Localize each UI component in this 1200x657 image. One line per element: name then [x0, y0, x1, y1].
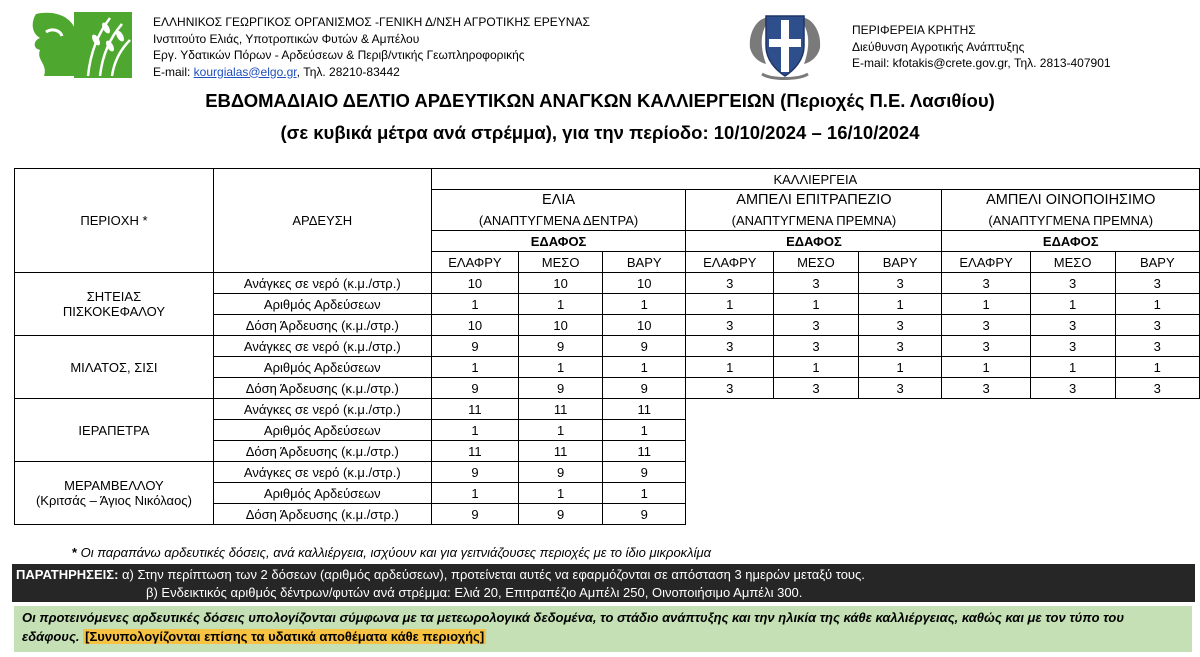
- value-cell: 9: [603, 462, 686, 483]
- soil-header: ΕΔΑΦΟΣ: [431, 231, 686, 252]
- value-cell: 1: [686, 357, 774, 378]
- value-cell: 3: [1030, 315, 1115, 336]
- value-cell: 9: [431, 504, 518, 525]
- value-cell: 3: [686, 336, 774, 357]
- soil-heavy: ΒΑΡΥ: [1115, 252, 1199, 273]
- value-cell: 3: [858, 336, 942, 357]
- remarks-box: [12, 564, 1195, 602]
- irrigation-metric-label: Δόση Άρδευσης (κ.μ./στρ.): [213, 441, 431, 462]
- value-cell: 3: [774, 273, 858, 294]
- value-cell: 10: [603, 273, 686, 294]
- empty-cell: [774, 399, 858, 420]
- value-cell: 3: [686, 273, 774, 294]
- empty-cell: [942, 483, 1030, 504]
- region-subname: (Κριτσάς – Άγιος Νικόλαος): [35, 493, 192, 508]
- soil-medium: ΜΕΣΟ: [774, 252, 858, 273]
- value-cell: 3: [1115, 273, 1199, 294]
- soil-header: ΕΔΑΦΟΣ: [942, 231, 1200, 252]
- region-info: [852, 22, 1111, 72]
- value-cell: 3: [858, 273, 942, 294]
- empty-cell: [942, 399, 1030, 420]
- value-cell: 1: [686, 294, 774, 315]
- value-cell: 9: [603, 336, 686, 357]
- value-cell: 1: [1030, 294, 1115, 315]
- empty-cell: [942, 441, 1030, 462]
- value-cell: 3: [1115, 336, 1199, 357]
- empty-cell: [686, 483, 774, 504]
- empty-cell: [686, 504, 774, 525]
- value-cell: 9: [519, 462, 603, 483]
- irrigation-metric-label: Αριθμός Αρδεύσεων: [213, 357, 431, 378]
- table-row: [15, 462, 1200, 483]
- methodology-note: [14, 606, 1192, 652]
- value-cell: 1: [519, 294, 603, 315]
- value-cell: 9: [519, 378, 603, 399]
- value-cell: 3: [1030, 378, 1115, 399]
- empty-cell: [686, 441, 774, 462]
- region-contact: E-mail: kfotakis@crete.gov.gr, Τηλ. 2813-407901: [852, 56, 1111, 70]
- directorate-name: Διεύθυνση Αγροτικής Ανάπτυξης: [852, 39, 1025, 54]
- phone: , Τηλ. 28210-83442: [296, 64, 400, 79]
- crop-wine-grape-sub: (ΑΝΑΠΤΥΓΜΕΝΑ ΠΡΕΜΝΑ): [942, 210, 1200, 231]
- remark-a: α) Στην περίπτωση των 2 δόσεων (αριθμός αρδεύσεων), προτείνεται αυτές να εφαρμόζονται σε απόσταση 3 ημερών μεταξύ τους.: [118, 567, 865, 582]
- empty-cell: [942, 462, 1030, 483]
- remark-b: β) Ενδεικτικός αριθμός δέντρων/φυτών ανά στρέμμα: Ελιά 20, Επιτραπέζιο Αμπέλι 250, Οινοποιήσιμο Αμπέλι 300.: [146, 585, 803, 600]
- soil-header: ΕΔΑΦΟΣ: [686, 231, 942, 252]
- value-cell: 1: [942, 294, 1030, 315]
- value-cell: 1: [519, 357, 603, 378]
- table-row: [15, 336, 1200, 357]
- institute-info: [153, 14, 590, 80]
- value-cell: 3: [858, 315, 942, 336]
- value-cell: 1: [942, 357, 1030, 378]
- value-cell: 11: [519, 441, 603, 462]
- crop-wine-grape: ΑΜΠΕΛΙ ΟΙΝΟΠΟΙΗΣΙΜΟ: [942, 190, 1200, 211]
- region-rows: [15, 273, 1200, 525]
- crop-olive-sub: (ΑΝΑΠΤΥΓΜΕΝΑ ΔΕΝΤΡΑ): [431, 210, 686, 231]
- value-cell: 3: [1115, 378, 1199, 399]
- methodology-text: Οι προτεινόμενες αρδευτικές δόσεις υπολογίζονται σύμφωνα με τα μετεωρολογικά δεδομένα, το στάδιο ανάπτυξης και την ηλικία της κάθε καλλιέργειας, καθώς και με τον τύπο του εδάφους.: [22, 610, 1125, 644]
- irrigation-metric-label: Αριθμός Αρδεύσεων: [213, 483, 431, 504]
- empty-cell: [686, 399, 774, 420]
- empty-cell: [1115, 441, 1199, 462]
- remarks-label: ΠΑΡΑΤΗΡΗΣΕΙΣ:: [16, 567, 119, 582]
- email-link[interactable]: kourgialas@elgo.gr: [193, 64, 297, 79]
- empty-cell: [1115, 399, 1199, 420]
- region-name: ΠΕΡΙΦΕΡΕΙΑ ΚΡΗΤΗΣ: [852, 23, 976, 37]
- region-name: ΣΗΤΕΙΑΣ: [86, 289, 142, 304]
- empty-cell: [774, 483, 858, 504]
- value-cell: 3: [774, 315, 858, 336]
- soil-medium: ΜΕΣΟ: [1030, 252, 1115, 273]
- value-cell: 9: [431, 378, 518, 399]
- greek-coat-of-arms-seal: [742, 8, 828, 82]
- empty-cell: [686, 462, 774, 483]
- lab-name: Εργ. Υδατικών Πόρων - Αρδεύσεων & Περιβ/ντικής Γεωπληροφορικής: [153, 48, 525, 62]
- value-cell: 9: [519, 336, 603, 357]
- irrigation-table: [14, 168, 1200, 525]
- elgo-logo: [26, 10, 134, 80]
- crop-table-grape: ΑΜΠΕΛΙ ΕΠΙΤΡΑΠΕΖΙΟ: [686, 190, 942, 211]
- email-label: E-mail:: [153, 64, 194, 79]
- value-cell: 1: [858, 294, 942, 315]
- value-cell: 3: [942, 273, 1030, 294]
- footnote: [72, 545, 711, 560]
- irrigation-metric-label: Ανάγκες σε νερό (κ.μ./στρ.): [213, 336, 431, 357]
- value-cell: 9: [431, 336, 518, 357]
- empty-cell: [1030, 420, 1115, 441]
- empty-cell: [858, 420, 942, 441]
- soil-light: ΕΛΑΦΡΥ: [686, 252, 774, 273]
- region-name: ΜΙΛΑΤΟΣ, ΣΙΣΙ: [70, 359, 158, 375]
- region-name-cell: [15, 273, 214, 336]
- region-name-cell: [15, 336, 214, 399]
- footnote-star: *: [72, 545, 78, 560]
- contact-line: [153, 64, 590, 81]
- value-cell: 1: [858, 357, 942, 378]
- region-name-cell: [15, 462, 214, 525]
- soil-light: ΕΛΑΦΡΥ: [942, 252, 1030, 273]
- irrigation-metric-label: Ανάγκες σε νερό (κ.μ./στρ.): [213, 273, 431, 294]
- value-cell: 3: [942, 315, 1030, 336]
- empty-cell: [858, 504, 942, 525]
- value-cell: 10: [519, 315, 603, 336]
- irrigation-metric-label: Αριθμός Αρδεύσεων: [213, 294, 431, 315]
- empty-cell: [1115, 504, 1199, 525]
- region-name: ΙΕΡΑΠΕΤΡΑ: [78, 422, 150, 438]
- empty-cell: [1030, 441, 1115, 462]
- header-region: ΠΕΡΙΟΧΗ *: [15, 169, 214, 273]
- empty-cell: [774, 462, 858, 483]
- value-cell: 10: [603, 315, 686, 336]
- value-cell: 11: [519, 399, 603, 420]
- value-cell: 11: [431, 399, 518, 420]
- institute-name: Ινστιτούτο Ελιάς, Υποτροπικών Φυτών & Αμπέλου: [153, 31, 420, 46]
- empty-cell: [774, 504, 858, 525]
- value-cell: 9: [519, 504, 603, 525]
- table-row: [15, 399, 1200, 420]
- empty-cell: [686, 420, 774, 441]
- region-name: ΜΕΡΑΜΒΕΛΛΟΥ: [64, 478, 164, 493]
- crop-olive: ΕΛΙΑ: [431, 190, 686, 211]
- empty-cell: [858, 399, 942, 420]
- methodology-highlight: [Συνυπολογίζονται επίσης τα υδατικά αποθέματα κάθε περιοχής]: [85, 629, 485, 644]
- value-cell: 10: [431, 315, 518, 336]
- irrigation-metric-label: Ανάγκες σε νερό (κ.μ./στρ.): [213, 399, 431, 420]
- header-irrigation: ΑΡΔΕΥΣΗ: [213, 169, 431, 273]
- value-cell: 10: [431, 273, 518, 294]
- value-cell: 1: [431, 420, 518, 441]
- value-cell: 3: [1030, 336, 1115, 357]
- soil-heavy: ΒΑΡΥ: [858, 252, 942, 273]
- irrigation-metric-label: Αριθμός Αρδεύσεων: [213, 420, 431, 441]
- empty-cell: [1030, 483, 1115, 504]
- value-cell: 1: [603, 483, 686, 504]
- value-cell: 1: [519, 420, 603, 441]
- empty-cell: [1115, 462, 1199, 483]
- value-cell: 1: [519, 483, 603, 504]
- empty-cell: [1030, 399, 1115, 420]
- region-name-cell: [15, 399, 214, 462]
- value-cell: 3: [686, 378, 774, 399]
- value-cell: 1: [774, 294, 858, 315]
- value-cell: 1: [603, 357, 686, 378]
- value-cell: 11: [431, 441, 518, 462]
- region-subname: ΠΙΣΚΟΚΕΦΑΛΟΥ: [62, 304, 166, 319]
- value-cell: 1: [603, 420, 686, 441]
- empty-cell: [1030, 504, 1115, 525]
- empty-cell: [858, 462, 942, 483]
- value-cell: 1: [431, 483, 518, 504]
- soil-heavy: ΒΑΡΥ: [603, 252, 686, 273]
- irrigation-metric-label: Δόση Άρδευσης (κ.μ./στρ.): [213, 315, 431, 336]
- value-cell: 3: [774, 378, 858, 399]
- empty-cell: [858, 483, 942, 504]
- empty-cell: [774, 420, 858, 441]
- value-cell: 11: [603, 399, 686, 420]
- value-cell: 1: [603, 294, 686, 315]
- value-cell: 3: [942, 378, 1030, 399]
- empty-cell: [858, 441, 942, 462]
- table-row: [15, 273, 1200, 294]
- empty-cell: [1115, 483, 1199, 504]
- footnote-text: Οι παραπάνω αρδευτικές δόσεις, ανά καλλιέργεια, ισχύουν και για γειτνιάζουσες περιοχές με το ίδιο μικροκλίμα: [77, 545, 712, 560]
- org-name: ΕΛΛΗΝΙΚΟΣ ΓΕΩΡΓΙΚΟΣ ΟΡΓΑΝΙΣΜΟΣ -ΓΕΝΙΚΗ Δ/ΝΣΗ ΑΓΡΟΤΙΚΗΣ ΕΡΕΥΝΑΣ: [153, 15, 590, 29]
- value-cell: 1: [1115, 294, 1199, 315]
- value-cell: 1: [774, 357, 858, 378]
- value-cell: 3: [774, 336, 858, 357]
- value-cell: 3: [1115, 315, 1199, 336]
- empty-cell: [942, 420, 1030, 441]
- value-cell: 1: [431, 294, 518, 315]
- value-cell: 1: [1115, 357, 1199, 378]
- irrigation-metric-label: Δόση Άρδευσης (κ.μ./στρ.): [213, 378, 431, 399]
- header-crop: ΚΑΛΛΙΕΡΓΕΙΑ: [431, 169, 1199, 190]
- irrigation-metric-label: Ανάγκες σε νερό (κ.μ./στρ.): [213, 462, 431, 483]
- value-cell: 3: [858, 378, 942, 399]
- value-cell: 1: [431, 357, 518, 378]
- remark-a-line: [16, 567, 865, 582]
- value-cell: 11: [603, 441, 686, 462]
- value-cell: 1: [1030, 357, 1115, 378]
- empty-cell: [942, 504, 1030, 525]
- value-cell: 10: [519, 273, 603, 294]
- value-cell: 3: [942, 336, 1030, 357]
- bulletin-title: ΕΒΔΟΜΑΔΙΑΙΟ ΔΕΛΤΙΟ ΑΡΔΕΥΤΙΚΩΝ ΑΝΑΓΚΩΝ ΚΑΛΛΙΕΡΓΕΙΩΝ (Περιοχές Π.Ε. Λασιθίου): [205, 90, 995, 111]
- bulletin-subtitle: (σε κυβικά μέτρα ανά στρέμμα), για την περίοδο: 10/10/2024 – 16/10/2024: [280, 122, 920, 143]
- crop-table-grape-sub: (ΑΝΑΠΤΥΓΜΕΝΑ ΠΡΕΜΝΑ): [686, 210, 942, 231]
- value-cell: 3: [1030, 273, 1115, 294]
- empty-cell: [774, 441, 858, 462]
- value-cell: 9: [603, 504, 686, 525]
- irrigation-metric-label: Δόση Άρδευσης (κ.μ./στρ.): [213, 504, 431, 525]
- value-cell: 3: [686, 315, 774, 336]
- soil-light: ΕΛΑΦΡΥ: [431, 252, 518, 273]
- value-cell: 9: [431, 462, 518, 483]
- empty-cell: [1115, 420, 1199, 441]
- empty-cell: [1030, 462, 1115, 483]
- soil-medium: ΜΕΣΟ: [519, 252, 603, 273]
- value-cell: 9: [603, 378, 686, 399]
